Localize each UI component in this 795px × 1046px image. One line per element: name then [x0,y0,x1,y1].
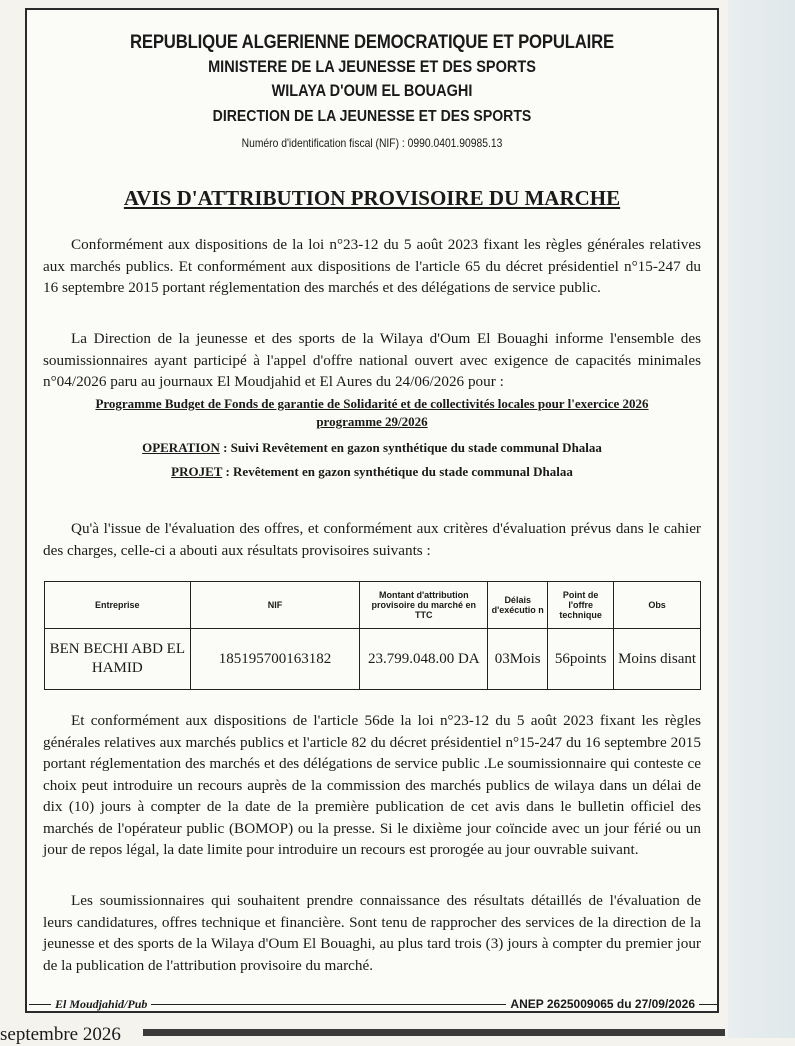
col-header-delais: Délais d'exécutio n [488,582,548,629]
paragraph-legal-basis: Conformément aux dispositions de la loi n°23-12 du 5 août 2023 fixant les règles générales relatives aux marchés publics. Et conformément aux dispositions de l'article 65 du décret présidentiel n°15-247 du 16 septembre 2015 portant réglementation des marchés et des délégations de service public. [43,236,701,296]
footer-rule-left [29,1004,51,1005]
programme-line-1: Programme Budget de Fonds de garantie de Solidarité et de collectivités locales pour l'exercice 2026 [95,396,649,411]
table-row [45,629,701,690]
header-ministry: MINISTERE DE LA JEUNESSE ET DES SPORTS [208,58,536,76]
paragraph-evaluation: Qu'à l'issue de l'évaluation des offres, et conformément aux critères d'évaluation prévus dans le cahier des charges, celle-ci a abouti aux résultats provisoires suivants : [43,520,701,559]
col-header-obs: Obs [614,582,701,629]
adjacent-page-strip [728,0,795,1038]
projet-label: PROJET [171,464,223,479]
footer-reference: ANEP 2625009065 du 27/09/2026 [510,997,695,1011]
col-header-point: Point de l'offre technique [548,582,614,629]
cell-obs: Moins disant [614,629,701,690]
notice-frame [25,8,719,1013]
header-republic: REPUBLIQUE ALGERIENNE DEMOCRATIQUE ET POPULAIRE [129,32,615,53]
paragraph-consultation: Les soumissionnaires qui souhaitent prendre connaissance des résultats détaillés de l'évaluation de leurs candidatures, offres technique et financière. Sont tenu de rapprocher des services de la direction de la jeunesse et des sports de la Wilaya d'Oum El Bouaghi, au plus tard trois (3) jours à compter du premier jour de la publication de l'attribution provisoire du marché. [43,892,701,974]
footer-source: El Moudjahid/Pub [55,996,148,1011]
projet-text: : Revêtement en gazon synthétique du stade communal Dhalaa [222,464,573,479]
cell-entreprise: BEN BECHI ABD EL HAMID [45,629,191,690]
header-direction: DIRECTION DE LA JEUNESSE ET DES SPORTS [212,108,532,125]
cell-point: 56points [548,629,614,690]
col-header-entreprise: Entreprise [45,582,191,629]
results-table [44,581,701,690]
cell-montant: 23.799.048.00 DA [360,629,488,690]
header-wilaya: WILAYA D'OUM EL BOUAGHI [271,82,473,100]
cell-delais: 03Mois [488,629,548,690]
col-header-nif: NIF [190,582,360,629]
operation-line [27,440,717,456]
paragraph-recours: Et conformément aux dispositions de l'article 56de la loi n°23-12 du 5 août 2023 fixant les règles générales relatives aux marchés publics et l'article 82 du décret présidentiel n°15-247 du 16 septembre 2015 portant réglementation des marchés et des délégations de service public .Le soumissionnaire qui conteste ce choix peut introduire un recours auprès de la commission des marchés publics de wilaya dans un délai de dix (10) jours à compter de la date de la première publication de cet avis dans le bulletin officiel des marchés de l'opérateur public (BOMOP) ou la presse. Si le dixième jour coïncide avec un jour férié ou un jour de repos légal, la date limite pour introduire un recours est prorogée au jour ouvrable suivant. [43,712,701,858]
page-bottom-bar [143,1029,725,1036]
page-date: septembre 2026 [0,1024,121,1045]
col-header-montant: Montant d'attribution provisoire du marché en TTC [360,582,488,629]
cell-nif: 185195700163182 [190,629,360,690]
notice-footer [29,996,717,1012]
projet-line [27,464,717,480]
footer-rule-middle [151,1004,506,1005]
operation-label: OPERATION [142,440,220,455]
header-nif: Numéro d'identification fiscal (NIF) : 0990.0401.90985.13 [241,136,503,150]
programme-line-2: programme 29/2026 [316,414,428,429]
operation-text: : Suivi Revêtement en gazon synthétique du stade communal Dhalaa [219,440,602,455]
footer-rule-right [699,1004,717,1005]
notice-title: AVIS D'ATTRIBUTION PROVISOIRE DU MARCHE [123,186,621,210]
paragraph-announcement: La Direction de la jeunesse et des sports de la Wilaya d'Oum El Bouaghi informe l'ensemble des soumissionnaires ayant participé à l'appel d'offre national ouvert avec exigence de capacités minimales n°04/2026 paru au journaux El Moudjahid et El Aures du 24/06/2026 pour : [43,330,701,390]
table-header-row [45,582,701,629]
